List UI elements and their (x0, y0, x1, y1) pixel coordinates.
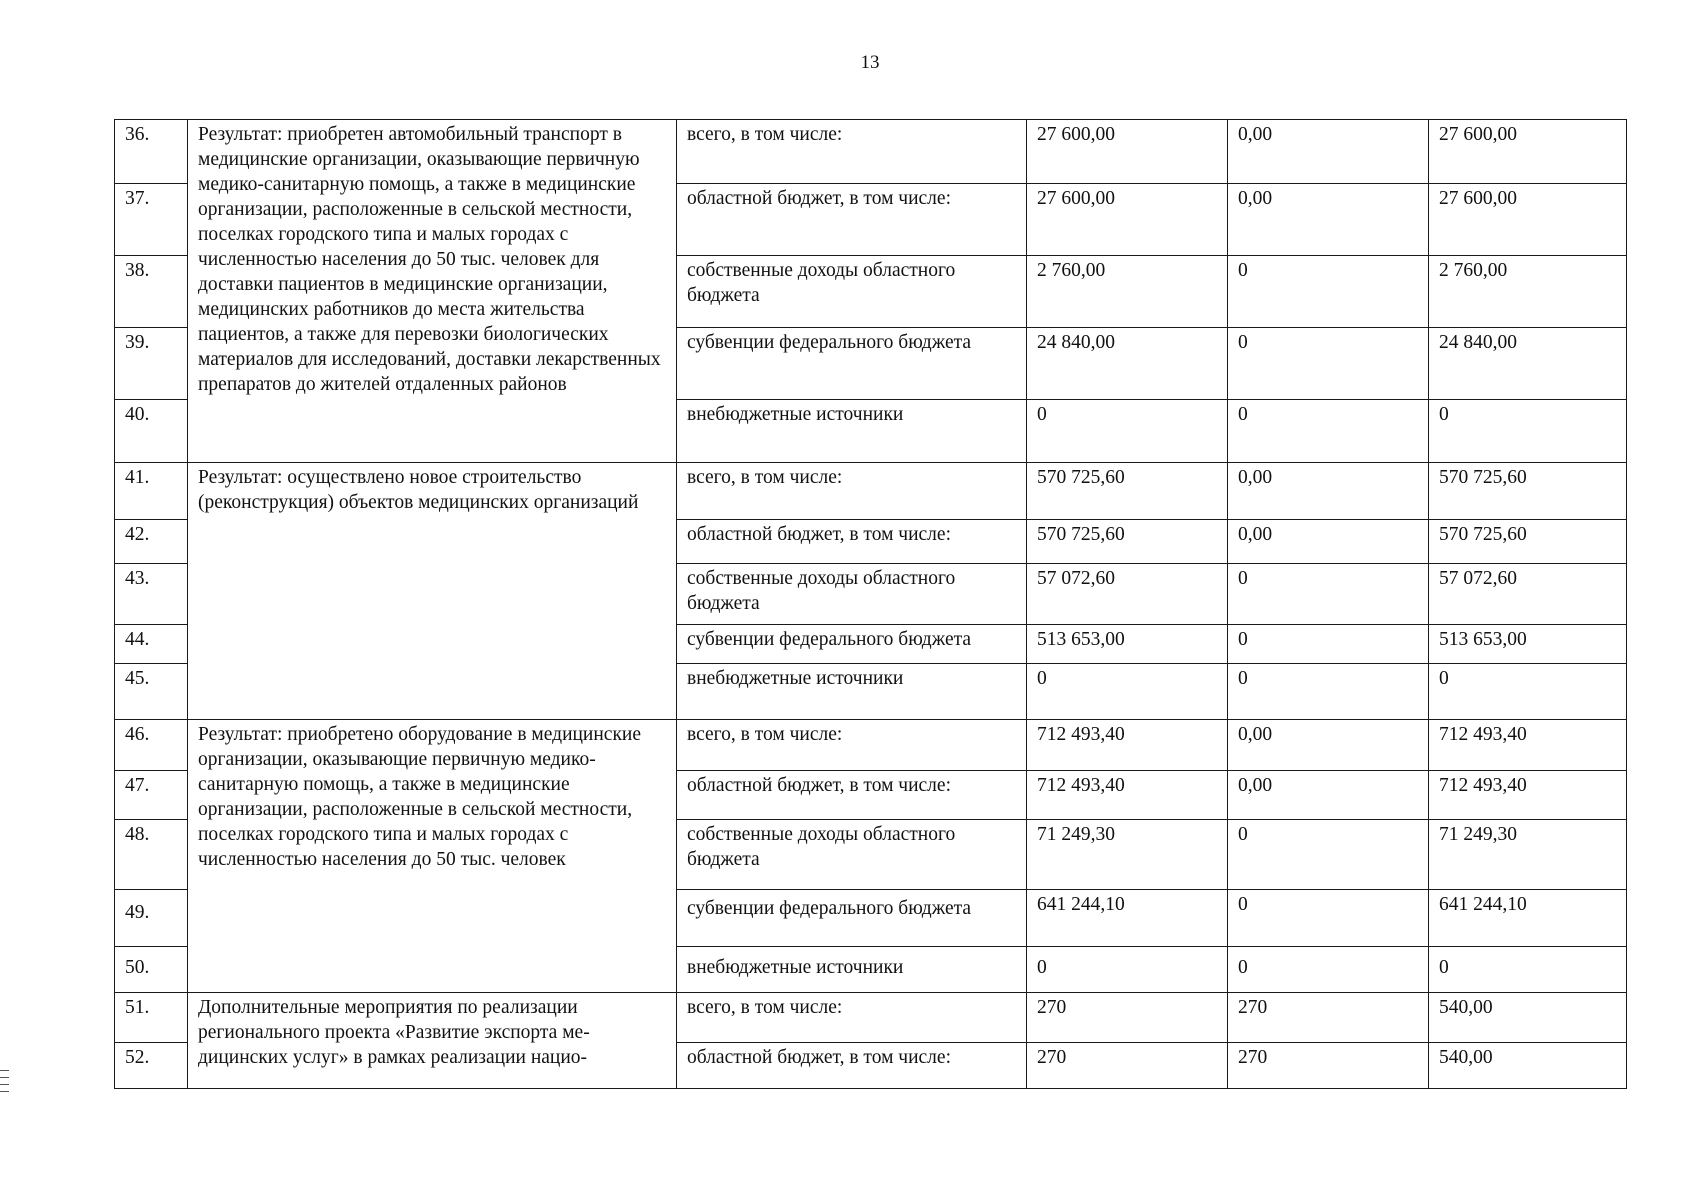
row-number: 44. (115, 625, 188, 664)
amount-cell: 270 (1027, 993, 1228, 1043)
amount-cell: 0 (1228, 947, 1429, 993)
row-number: 39. (115, 328, 188, 400)
amount-cell: 0 (1027, 400, 1228, 463)
amount-cell: 0 (1228, 400, 1429, 463)
table-row (115, 463, 1627, 520)
amount-cell: 712 493,40 (1429, 771, 1627, 820)
funding-source: собственные доходы областного бюджета (677, 820, 1027, 890)
amount-cell: 270 (1228, 993, 1429, 1043)
row-number: 50. (115, 947, 188, 993)
amount-cell: 641 244,10 (1027, 890, 1228, 947)
amount-cell: 71 249,30 (1027, 820, 1228, 890)
row-number: 46. (115, 720, 188, 771)
amount-cell: 712 493,40 (1429, 720, 1627, 771)
amount-cell: 0 (1429, 947, 1627, 993)
amount-cell: 0 (1027, 947, 1228, 993)
funding-source: субвенции федерального бюджета (677, 890, 1027, 947)
amount-cell: 24 840,00 (1429, 328, 1627, 400)
row-number: 42. (115, 520, 188, 564)
amount-cell: 71 249,30 (1429, 820, 1627, 890)
amount-cell: 570 725,60 (1429, 520, 1627, 564)
amount-cell: 570 725,60 (1027, 463, 1228, 520)
funding-source: субвенции федерального бюджета (677, 328, 1027, 400)
funding-source: внебюджетные источники (677, 947, 1027, 993)
amount-cell: 57 072,60 (1429, 564, 1627, 625)
amount-cell: 0 (1228, 328, 1429, 400)
amount-cell: 712 493,40 (1027, 771, 1228, 820)
row-number: 38. (115, 256, 188, 328)
funding-source: областной бюджет, в том числе: (677, 520, 1027, 564)
amount-cell: 0,00 (1228, 120, 1429, 184)
amount-cell: 0 (1228, 625, 1429, 664)
row-number: 51. (115, 993, 188, 1043)
amount-cell: 540,00 (1429, 1043, 1627, 1089)
funding-source: всего, в том числе: (677, 720, 1027, 771)
table-row (115, 993, 1627, 1043)
result-description: Результат: приобретено оборудование в медицинские организации, оказывающие первичную медико-санитарную помощь, а также в медицинские организации, расположенные в сельской местности, поселках городского типа и малых городах с численностью населения до 50 тыс. человек (188, 720, 677, 993)
funding-source: всего, в том числе: (677, 463, 1027, 520)
amount-cell: 712 493,40 (1027, 720, 1228, 771)
amount-cell: 540,00 (1429, 993, 1627, 1043)
funding-source: собственные доходы областного бюджета (677, 256, 1027, 328)
funding-source: областной бюджет, в том числе: (677, 184, 1027, 256)
row-number: 52. (115, 1043, 188, 1089)
amount-cell: 0 (1429, 664, 1627, 720)
amount-cell: 57 072,60 (1027, 564, 1228, 625)
row-number: 49. (115, 890, 188, 947)
table-row (115, 720, 1627, 771)
funding-source: областной бюджет, в том числе: (677, 1043, 1027, 1089)
funding-source: внебюджетные источники (677, 400, 1027, 463)
amount-cell: 27 600,00 (1027, 120, 1228, 184)
funding-source: всего, в том числе: (677, 120, 1027, 184)
amount-cell: 270 (1027, 1043, 1228, 1089)
funding-source: внебюджетные источники (677, 664, 1027, 720)
amount-cell: 570 725,60 (1429, 463, 1627, 520)
amount-cell: 0,00 (1228, 463, 1429, 520)
amount-cell: 513 653,00 (1027, 625, 1228, 664)
amount-cell: 570 725,60 (1027, 520, 1228, 564)
amount-cell: 0 (1228, 664, 1429, 720)
amount-cell: 0 (1228, 820, 1429, 890)
page-number: 13 (860, 52, 880, 73)
amount-cell: 0 (1228, 564, 1429, 625)
amount-cell: 641 244,10 (1429, 890, 1627, 947)
row-number: 45. (115, 664, 188, 720)
funding-source: собственные доходы областного бюджета (677, 564, 1027, 625)
budget-table (114, 119, 1627, 1089)
row-number: 40. (115, 400, 188, 463)
amount-cell: 0,00 (1228, 771, 1429, 820)
amount-cell: 27 600,00 (1429, 120, 1627, 184)
amount-cell: 24 840,00 (1027, 328, 1228, 400)
row-number: 37. (115, 184, 188, 256)
amount-cell: 0,00 (1228, 520, 1429, 564)
result-description: Результат: приобретен автомобильный транспорт в медицинские организации, оказывающие первичную медико-санитарную помощь, а также в медицинские организации, расположенные в сельской местности, поселках городского типа и малых городах с численностью населения до 50 тыс. человек для доставки пациентов в медицинские организации, медицинских работников до места жительства пациентов, а также для перевозки биологических материалов для исследований, доставки лекарственных препаратов до жителей отдаленных районов (188, 120, 677, 463)
amount-cell: 2 760,00 (1027, 256, 1228, 328)
row-number: 41. (115, 463, 188, 520)
funding-source: всего, в том числе: (677, 993, 1027, 1043)
funding-source: субвенции федерального бюджета (677, 625, 1027, 664)
amount-cell: 0,00 (1228, 720, 1429, 771)
result-description: Результат: осуществлено новое строительство (реконструкция) объектов медицинских организаций (188, 463, 677, 720)
amount-cell: 0 (1429, 400, 1627, 463)
binding-marks (0, 1070, 10, 1098)
amount-cell: 0 (1027, 664, 1228, 720)
result-description: Дополнительные мероприятия по реализации регионального проекта «Развитие экспорта медицинских услуг» в рамках реализации нацио- (188, 993, 677, 1089)
row-number: 36. (115, 120, 188, 184)
table-row (115, 120, 1627, 184)
amount-cell: 0,00 (1228, 184, 1429, 256)
row-number: 48. (115, 820, 188, 890)
amount-cell: 0 (1228, 256, 1429, 328)
amount-cell: 270 (1228, 1043, 1429, 1089)
amount-cell: 2 760,00 (1429, 256, 1627, 328)
row-number: 43. (115, 564, 188, 625)
amount-cell: 0 (1228, 890, 1429, 947)
funding-source: областной бюджет, в том числе: (677, 771, 1027, 820)
amount-cell: 27 600,00 (1429, 184, 1627, 256)
amount-cell: 27 600,00 (1027, 184, 1228, 256)
row-number: 47. (115, 771, 188, 820)
amount-cell: 513 653,00 (1429, 625, 1627, 664)
